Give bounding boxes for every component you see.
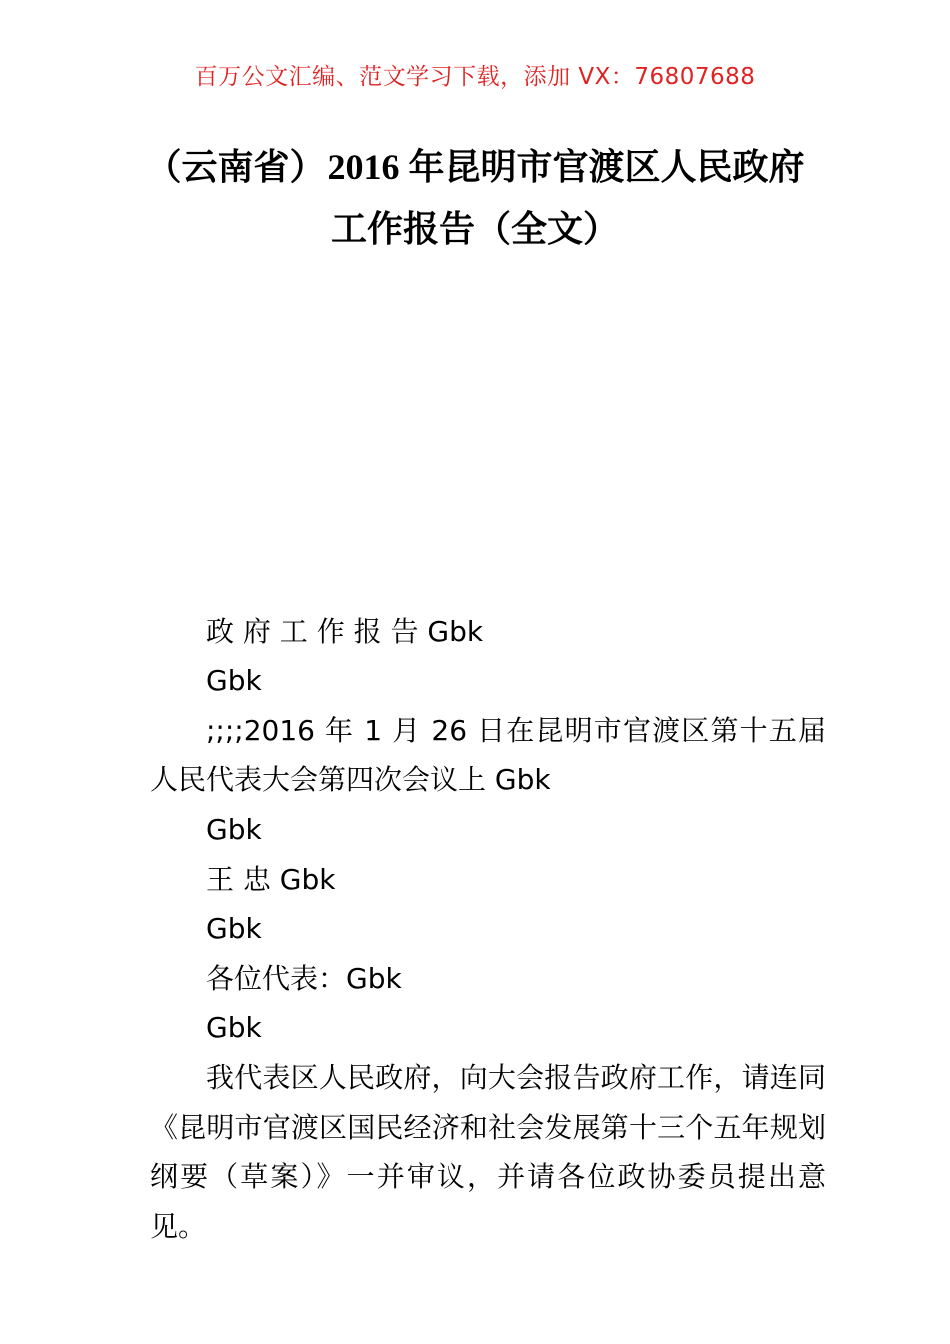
- document-body: [0, 607, 950, 1252]
- paragraph-gbk-marker: Gbk: [206, 664, 262, 698]
- promo-header: [0, 0, 950, 92]
- paragraph-salutation: 各位代表：Gbk: [206, 961, 402, 995]
- title-suffix: 年昆明市官渡区人民政府: [408, 146, 805, 188]
- title-year: 2016: [327, 146, 400, 187]
- document-title-line2: 工作报告（全文）: [330, 208, 619, 250]
- paragraph-author-name: 王 忠 Gbk: [206, 862, 336, 896]
- paragraph-gbk-marker: Gbk: [206, 812, 262, 846]
- document-title-line1: [60, 136, 890, 199]
- paragraph-opening-statement: 我代表区人民政府，向大会报告政府工作，请连同《昆明市官渡区国民经济和社会发展第十三个五年规划纲要（草案）》一并审议，并请各位政协委员提出意见。: [150, 1060, 826, 1243]
- paragraph-session-line: ;;;;2016 年 1 月 26 日在昆明市官渡区第十五届人民代表大会第四次会议上 Gbk: [150, 713, 826, 797]
- paragraph-report-heading: 政 府 工 作 报 告 Gbk: [206, 614, 484, 648]
- promo-header-text: 百万公文汇编、范文学习下载，添加 VX：76807688: [194, 64, 756, 90]
- empty-space: [0, 261, 950, 607]
- document-title: [60, 136, 890, 261]
- paragraph-gbk-marker: Gbk: [206, 912, 262, 946]
- paragraph-gbk-marker: Gbk: [206, 1011, 262, 1045]
- title-prefix: （云南省）: [145, 146, 326, 188]
